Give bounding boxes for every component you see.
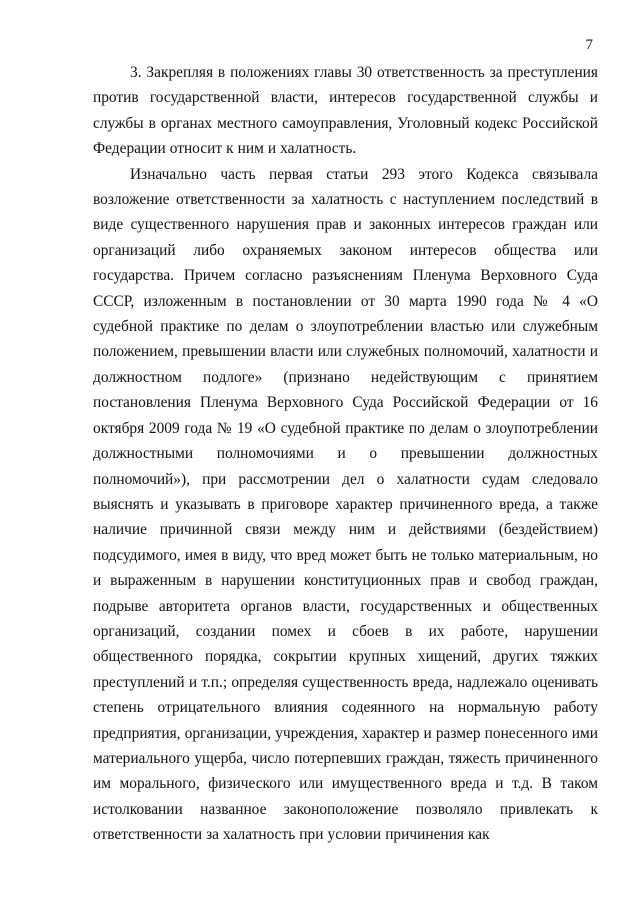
body-text [93, 60, 598, 848]
paragraph-1: 3. Закрепляя в положениях главы 30 ответственность за преступления против государственной власти, интересов государственной службы и службы в органах местного самоуправления, Уголовный кодекс Российской Федерации относит к ним и халатность. [93, 64, 598, 158]
paragraph-2: Изначально часть первая статьи 293 этого Кодекса связывала возложение ответственности за халатность с наступлением последствий в виде существенного нарушения прав и законных интересов граждан или организаций либо охраняемых законом интересов общества или государства. Причем согласно разъяснениям Пленума Верховного Суда СССР, изложенным в постановлении от 30 марта 1990 года № 4 «О судебной практике по делам о злоупотреблении властью или служебным положением, превышении власти или служебных полномочий, халатности и должностном подлоге» (признано недействующим с принятием постановления Пленума Верховного Суда Российской Федерации от 16 октября 2009 года № 19 «О судебной практике по делам о злоупотреблении должностными полномочиями и о превышении должностных полномочий»), при рассмотрении дел о халатности судам следовало выяснять и указывать в приговоре характер причиненного вреда, а также наличие причинной связи между ним и действиями (бездействием) подсудимого, имея в виду, что вред может быть не только материальным, но и выраженным в нарушении конституционных прав и свобод граждан, подрыве авторитета органов власти, государственных и общественных организаций, создании помех и сбоев в их работе, нарушении общественного порядка, сокрытии крупных хищений, других тяжких преступлений и т.п.; определяя существенность вреда, надлежало оценивать степень отрицательного влияния содеянного на нормальную работу предприятия, организации, учреждения, характер и размер понесенного ими материального ущерба, число потерпевших граждан, тяжесть причиненного им морального, физического или имущественного вреда и т.д. В таком истолковании названное законоположение позволяло привлекать к ответственности за халатность при условии причинения как [93, 165, 598, 844]
page-number: 7 [585, 37, 593, 53]
